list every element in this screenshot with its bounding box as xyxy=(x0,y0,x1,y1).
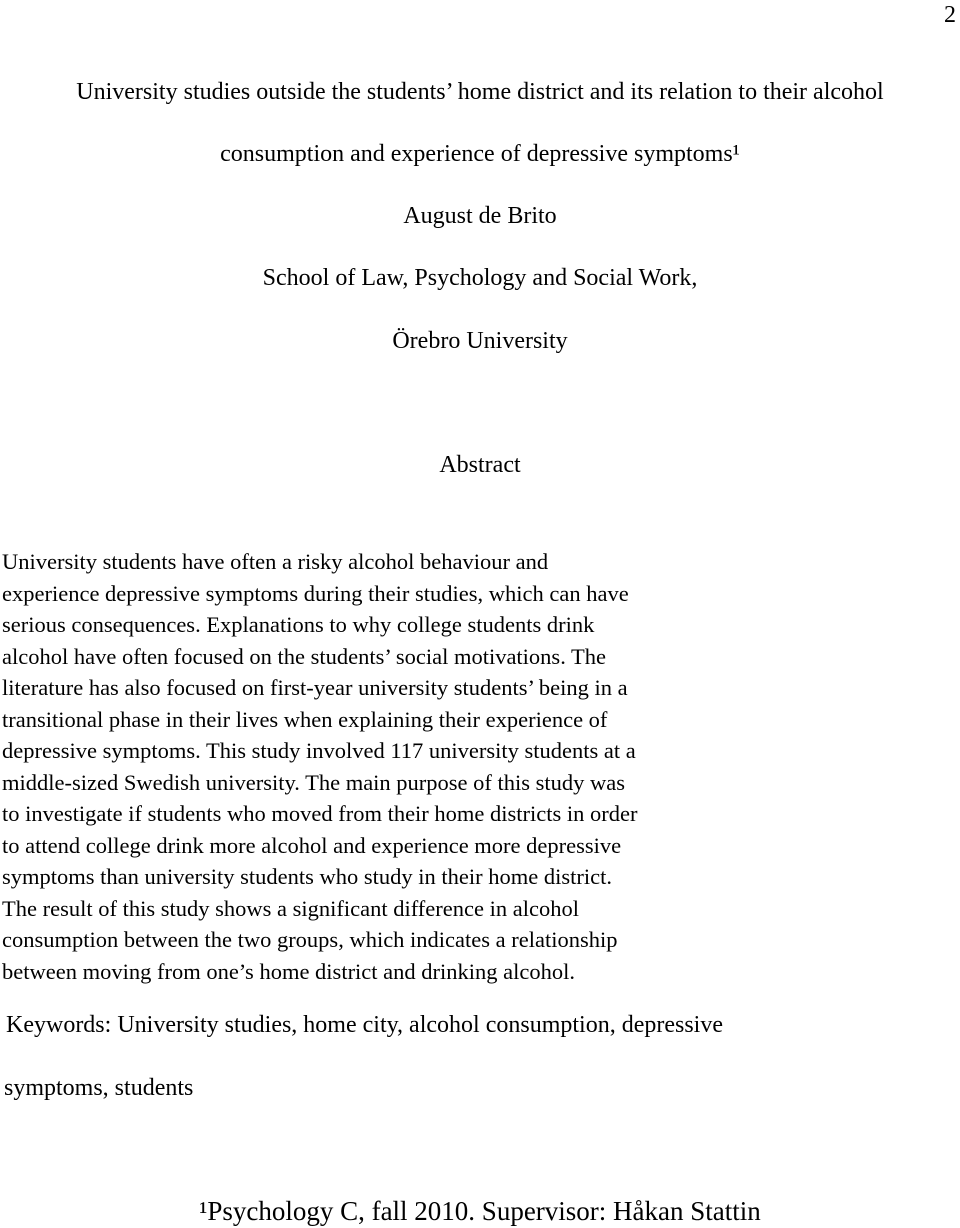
abstract-line: serious consequences. Explanations to why college students drink xyxy=(2,612,595,637)
abstract-heading: Abstract xyxy=(439,452,521,478)
abstract-line: University students have often a risky alcohol behaviour and xyxy=(2,549,549,574)
footnote: ¹Psychology C, fall 2010. Supervisor: Håkan Stattin xyxy=(199,1196,761,1226)
abstract-line: between moving from one’s home district and drinking alcohol. xyxy=(2,958,576,984)
keywords-line-1: Keywords: University studies, home city, alcohol consumption, depressive xyxy=(6,1012,723,1038)
abstract-line: to investigate if students who moved from their home districts in order xyxy=(2,801,638,826)
page-number: 2 xyxy=(944,2,956,28)
title-line-1: University studies outside the students’ home district and its relation to their alcohol xyxy=(76,79,884,105)
author-name: August de Brito xyxy=(403,203,557,229)
abstract-line: middle-sized Swedish university. The main purpose of this study was xyxy=(2,769,626,795)
abstract-line: experience depressive symptoms during their studies, which can have xyxy=(2,580,629,606)
keywords-line-2: symptoms, students xyxy=(4,1075,194,1101)
abstract-line: symptoms than university students who study in their home district. xyxy=(2,864,612,889)
abstract-line: to attend college drink more alcohol and experience more depressive xyxy=(2,832,622,858)
abstract-line: consumption between the two groups, which indicates a relationship xyxy=(2,927,618,952)
abstract-line: The result of this study shows a significant difference in alcohol xyxy=(2,895,579,921)
university-name: Örebro University xyxy=(392,328,568,354)
abstract-line: transitional phase in their lives when explaining their experience of xyxy=(2,706,608,732)
title-line-2: consumption and experience of depressive symptoms¹ xyxy=(220,141,740,167)
abstract-line: depressive symptoms. This study involved 117 university students at a xyxy=(2,738,636,763)
abstract-line: literature has also focused on first-year university students’ being in a xyxy=(2,675,628,700)
abstract-body xyxy=(2,546,782,987)
school-name: School of Law, Psychology and Social Work, xyxy=(262,265,698,291)
abstract-line: alcohol have often focused on the students’ social motivations. The xyxy=(2,643,607,669)
